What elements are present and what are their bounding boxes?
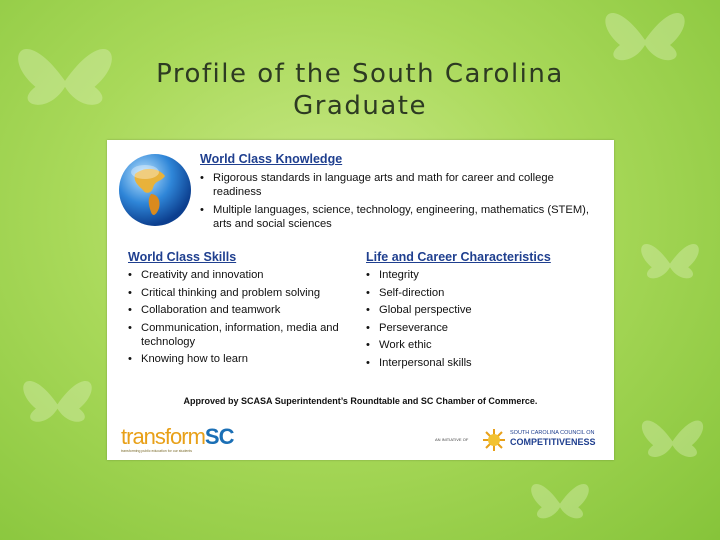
list-item: • Multiple languages, science, technology, engineering, mathematics (STEM), arts and social sciences <box>200 203 600 231</box>
logo-text-transform: transform <box>121 424 205 449</box>
list-item: • Critical thinking and problem solving <box>128 286 358 300</box>
initiative-label: AN INITIATIVE OF <box>435 437 469 442</box>
list-item: • Creativity and innovation <box>128 268 358 282</box>
list-item: • Self-direction <box>366 286 596 300</box>
list-item: • Interpersonal skills <box>366 356 596 370</box>
butterfly-icon <box>630 395 715 480</box>
approval-note: Approved by SCASA Superintendent’s Roundtable and SC Chamber of Commerce. <box>183 396 538 406</box>
list-item: • Integrity <box>366 268 596 282</box>
butterfly-icon <box>630 230 710 290</box>
list-item: • Rigorous standards in language arts and math for career and college readiness <box>200 171 600 199</box>
skills-heading: World Class Skills <box>128 250 237 264</box>
list-item: • Perseverance <box>366 321 596 335</box>
butterfly-icon <box>10 360 105 440</box>
butterfly-icon <box>520 470 600 530</box>
globe-icon <box>115 150 195 230</box>
list-item: • Collaboration and teamwork <box>128 303 358 317</box>
sun-icon <box>482 428 506 452</box>
butterfly-icon <box>590 0 700 70</box>
skills-list <box>128 268 358 370</box>
slide-title <box>120 58 600 122</box>
life-career-list <box>366 268 596 373</box>
council-name-main: COMPETITIVENESS <box>510 437 596 447</box>
life-career-heading: Life and Career Characteristics <box>366 250 551 264</box>
logo-text-sc: SC <box>204 424 234 449</box>
council-name-top: SOUTH CAROLINA COUNCIL ON <box>510 430 595 436</box>
logo-tagline: transforming public education for our students <box>121 449 193 453</box>
sc-council-logo <box>432 426 607 454</box>
slide-title-line2: Graduate <box>293 91 427 121</box>
butterfly-icon <box>0 20 130 130</box>
list-item: • Global perspective <box>366 303 596 317</box>
graduate-profile-card <box>107 140 614 460</box>
list-item: • Knowing how to learn <box>128 352 358 366</box>
list-item: • Communication, information, media and technology <box>128 321 358 349</box>
slide-title-line1: Profile of the South Carolina <box>156 59 564 89</box>
list-item: • Work ethic <box>366 338 596 352</box>
transform-sc-logo <box>121 424 241 456</box>
knowledge-list <box>200 171 600 234</box>
knowledge-heading: World Class Knowledge <box>200 152 343 166</box>
